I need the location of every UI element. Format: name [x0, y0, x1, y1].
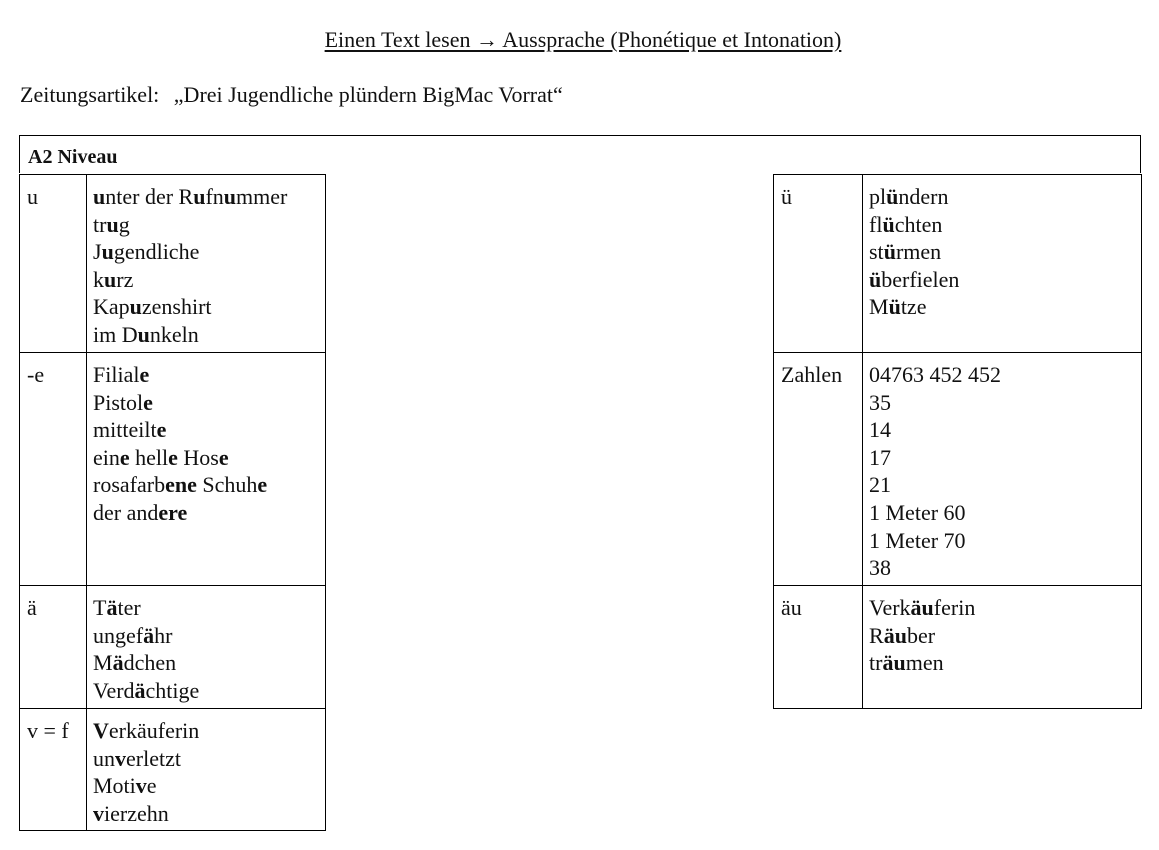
word-segment: chtige — [145, 677, 200, 703]
word-segment: der and — [93, 499, 159, 525]
word-segment: nkeln — [149, 321, 199, 347]
word-segment: mitteilt — [93, 417, 157, 443]
word-item — [93, 649, 325, 677]
highlighted-sound: e — [168, 444, 178, 470]
word-item — [869, 266, 1141, 294]
highlighted-sound: V — [93, 718, 109, 743]
word-list — [863, 586, 1142, 709]
word-segment: M — [93, 650, 113, 676]
highlighted-sound: u — [223, 184, 237, 209]
word-segment: Moti — [93, 773, 136, 799]
word-item — [869, 293, 1141, 321]
highlighted-sound: u — [137, 321, 150, 347]
highlighted-sound: e — [143, 389, 153, 415]
word-segment: erkäuferin — [108, 718, 200, 743]
sound-key: ü — [774, 175, 863, 353]
word-segment: tr — [869, 650, 883, 676]
word-list — [87, 709, 326, 831]
highlighted-sound: e — [218, 444, 229, 470]
word-item — [869, 238, 1141, 266]
word-item — [93, 677, 325, 705]
word-item — [869, 444, 1141, 472]
highlighted-sound: ä — [143, 622, 155, 648]
highlighted-sound: u — [106, 211, 119, 237]
word-segment: 17 — [869, 444, 891, 470]
sound-key: äu — [774, 586, 863, 709]
highlighted-sound: äu — [883, 622, 907, 648]
highlighted-sound: ü — [869, 266, 882, 292]
word-segment: chten — [894, 211, 943, 237]
word-segment: rz — [116, 266, 134, 292]
word-item — [93, 622, 325, 650]
highlighted-sound: e — [119, 444, 130, 470]
word-item — [93, 772, 325, 800]
word-segment: ungef — [93, 622, 144, 648]
highlighted-sound: ere — [158, 499, 188, 525]
word-segment: T — [93, 595, 107, 620]
sound-key: ä — [20, 586, 87, 709]
word-item — [93, 416, 325, 444]
word-item — [869, 361, 1141, 389]
word-item — [93, 717, 325, 745]
word-segment: 1 Meter 60 — [869, 499, 966, 525]
word-segment: erletzt — [126, 745, 181, 771]
highlighted-sound: ä — [134, 677, 146, 703]
sound-row — [20, 586, 326, 709]
word-segment: Pistol — [93, 389, 144, 415]
highlighted-sound: äu — [910, 595, 934, 620]
word-segment: rmen — [895, 239, 942, 265]
word-item — [869, 649, 1141, 677]
sound-row — [20, 709, 326, 831]
highlighted-sound: e — [139, 362, 150, 387]
word-item — [93, 321, 325, 349]
highlighted-sound: ä — [106, 595, 118, 620]
word-segment: hr — [154, 622, 173, 648]
word-segment: ter — [117, 595, 141, 620]
word-segment: e — [146, 773, 157, 799]
word-segment: ndern — [898, 184, 949, 209]
word-list — [87, 175, 326, 353]
highlighted-sound: e — [257, 472, 268, 498]
word-segment: 38 — [869, 555, 891, 581]
word-segment: g — [118, 211, 130, 237]
word-segment: Schuh — [196, 472, 258, 498]
word-item — [869, 416, 1141, 444]
word-segment: rosafarb — [93, 472, 166, 498]
word-segment: 35 — [869, 389, 891, 415]
word-item — [869, 594, 1141, 622]
word-segment: men — [905, 650, 944, 676]
word-segment: Kap — [93, 294, 130, 320]
sound-key: v = f — [20, 709, 87, 831]
word-segment: J — [93, 239, 102, 265]
word-segment: berfielen — [881, 266, 960, 292]
word-segment: 21 — [869, 472, 891, 498]
word-item — [93, 361, 325, 389]
sound-row — [774, 586, 1142, 709]
word-segment: tze — [900, 294, 927, 320]
highlighted-sound: u — [129, 294, 142, 320]
highlighted-sound: ü — [883, 239, 896, 265]
word-segment: pl — [869, 184, 887, 209]
word-list — [87, 353, 326, 586]
article-label: Zeitungsartikel: — [20, 82, 160, 107]
sound-row — [774, 175, 1142, 353]
sound-row — [774, 353, 1142, 586]
word-item — [93, 471, 325, 499]
left-phonetics-table — [19, 174, 326, 831]
word-item — [93, 183, 325, 211]
word-segment: Verd — [93, 677, 135, 703]
word-item — [93, 594, 325, 622]
word-item — [93, 238, 325, 266]
highlighted-sound: v — [93, 800, 104, 826]
level-header: A2 Niveau — [19, 135, 1141, 173]
word-item — [93, 444, 325, 472]
word-segment: 1 Meter 70 — [869, 527, 966, 553]
sound-row — [20, 175, 326, 353]
right-phonetics-table — [773, 174, 1142, 709]
word-segment: hell — [129, 444, 169, 470]
word-item — [869, 554, 1141, 582]
highlighted-sound: ü — [888, 294, 901, 320]
word-item — [869, 622, 1141, 650]
word-segment: Hos — [177, 444, 219, 470]
word-segment: Verk — [869, 595, 911, 620]
word-item — [869, 389, 1141, 417]
word-list — [87, 586, 326, 709]
highlighted-sound: e — [156, 417, 167, 443]
article-line — [20, 82, 563, 108]
word-segment: dchen — [123, 650, 177, 676]
highlighted-sound: v — [135, 773, 147, 799]
highlighted-sound: ü — [882, 211, 895, 237]
word-item — [869, 183, 1141, 211]
word-segment: M — [869, 294, 889, 320]
word-segment: st — [869, 239, 884, 265]
word-segment: mmer — [236, 184, 288, 209]
highlighted-sound: v — [115, 745, 126, 771]
word-item — [869, 527, 1141, 555]
page-title: Einen Text lesen → Aussprache (Phonétique et Intonation) — [324, 27, 842, 52]
word-item — [93, 745, 325, 773]
word-item — [869, 211, 1141, 239]
sound-key: -e — [20, 353, 87, 586]
word-segment: un — [93, 745, 115, 771]
highlighted-sound: ene — [165, 472, 197, 498]
word-segment: ber — [906, 622, 936, 648]
word-segment: k — [93, 266, 104, 292]
word-item — [93, 389, 325, 417]
highlighted-sound: ä — [112, 650, 124, 676]
word-segment: ierzehn — [104, 800, 169, 826]
word-item — [93, 499, 325, 527]
word-segment: tr — [93, 211, 107, 237]
word-segment: Filial — [93, 362, 140, 387]
word-segment: ferin — [933, 595, 976, 620]
word-item — [93, 211, 325, 239]
word-item — [869, 499, 1141, 527]
word-item — [93, 293, 325, 321]
word-segment: fl — [869, 211, 883, 237]
word-item — [93, 800, 325, 828]
word-segment: ein — [93, 444, 120, 470]
sound-key: u — [20, 175, 87, 353]
word-segment: fn — [205, 184, 224, 209]
word-list — [863, 353, 1142, 586]
highlighted-sound: u — [93, 184, 106, 209]
word-segment: 14 — [869, 417, 891, 443]
word-segment: 04763 452 452 — [869, 362, 1001, 387]
word-item — [869, 471, 1141, 499]
word-segment: zenshirt — [141, 294, 212, 320]
highlighted-sound: äu — [882, 650, 906, 676]
word-segment: R — [869, 622, 884, 648]
highlighted-sound: u — [193, 184, 206, 209]
highlighted-sound: ü — [886, 184, 899, 209]
sound-key: Zahlen — [774, 353, 863, 586]
sound-row — [20, 353, 326, 586]
word-segment: im D — [93, 321, 138, 347]
highlighted-sound: u — [101, 239, 114, 265]
word-list — [863, 175, 1142, 353]
article-title: „Drei Jugendliche plündern BigMac Vorrat“ — [173, 82, 563, 107]
word-item — [93, 266, 325, 294]
word-segment: gendliche — [113, 239, 200, 265]
highlighted-sound: u — [104, 266, 117, 292]
word-segment: nter der R — [105, 184, 194, 209]
